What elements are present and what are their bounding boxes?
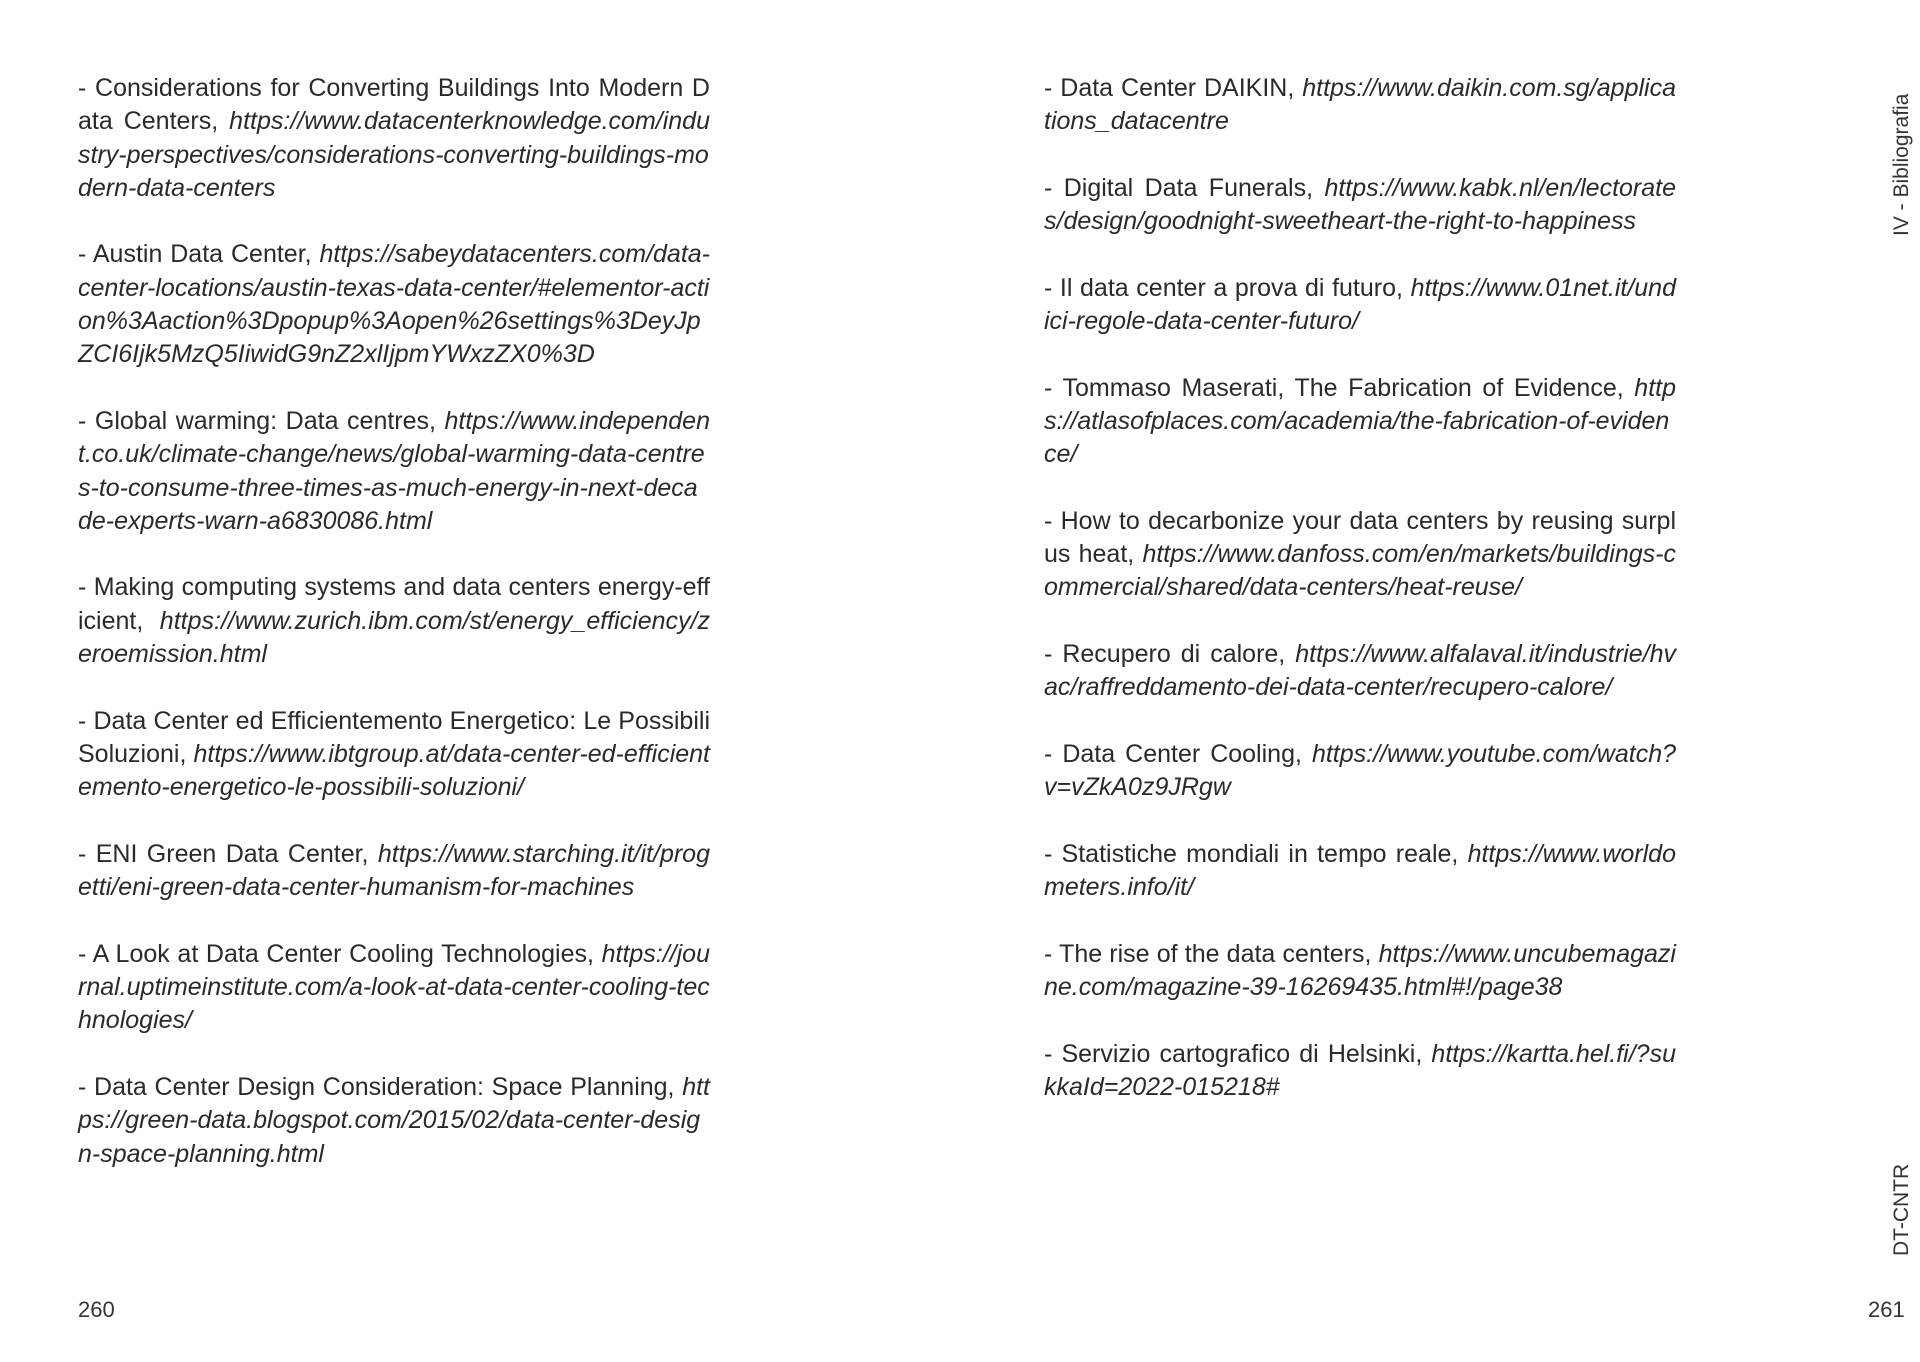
section-label: IV - Bibliografia	[1890, 93, 1913, 236]
entry-title: - Servizio cartografico di Helsinki,	[1044, 1039, 1432, 1068]
bibliography-entry	[78, 238, 710, 371]
bibliography-entry	[1044, 738, 1676, 805]
entry-url[interactable]: https://www.danfoss.com/en/markets/buildings-commercial/shared/data-centers/heat-reuse/	[1044, 540, 1676, 602]
bibliography-entry	[1044, 272, 1676, 339]
entry-title: - ENI Green Data Center,	[78, 839, 378, 868]
entry-url[interactable]: https://atlasofplaces.com/academia/the-fabrication-of-evidence/	[1044, 373, 1676, 469]
entry-url[interactable]: https://www.starching.it/it/progetti/eni-green-data-center-humanism-for-machines	[78, 839, 710, 902]
entry-url[interactable]: https://www.alfalaval.it/industrie/hvac/raffreddamento-dei-data-center/recupero-calore/	[1044, 640, 1676, 702]
bibliography-entry	[78, 838, 710, 905]
entry-url[interactable]: https://www.uncubemagazine.com/magazine-39-16269435.html#!/page38	[1044, 939, 1676, 1002]
bibliography-entry	[78, 405, 710, 538]
entry-title: - Statistiche mondiali in tempo reale,	[1044, 839, 1468, 868]
bibliography-left-column	[78, 72, 710, 1204]
entry-url[interactable]: https://www.kabk.nl/en/lectorates/design/goodnight-sweetheart-the-right-to-happiness	[1044, 173, 1676, 236]
bibliography-entry	[78, 705, 710, 805]
bibliography-entry	[1044, 1038, 1676, 1105]
entry-url[interactable]: https://sabeydatacenters.com/data-center-locations/austin-texas-data-center/#elementor-action%3Aaction%3Dpopup%3Aopen%26settings%3DeyJpZCI6Ijk5MzQ5IiwidG9nZ2xlIjpmYWxzZX0%3D	[78, 240, 710, 369]
bibliography-entry	[78, 571, 710, 671]
bibliography-right-column	[1044, 72, 1676, 1138]
entry-url[interactable]: https://green-data.blogspot.com/2015/02/data-center-design-space-planning.html	[78, 1072, 710, 1168]
entry-url[interactable]: https://journal.uptimeinstitute.com/a-look-at-data-center-cooling-technologies/	[78, 939, 710, 1035]
entry-title: - Recupero di calore,	[1044, 640, 1296, 669]
entry-url[interactable]: https://www.datacenterknowledge.com/industry-perspectives/considerations-converting-buildings-modern-data-centers	[78, 107, 710, 202]
entry-url[interactable]: https://www.youtube.com/watch?v=vZkA0z9JRgw	[1044, 739, 1676, 802]
entry-url[interactable]: https://www.01net.it/undici-regole-data-center-futuro/	[1044, 273, 1676, 336]
entry-url[interactable]: https://www.ibtgroup.at/data-center-ed-efficientemento-energetico-le-possibili-soluzioni/	[78, 739, 710, 802]
entry-url[interactable]: https://kartta.hel.fi/?sukkaId=2022-015218#	[1044, 1039, 1676, 1101]
bibliography-entry	[1044, 838, 1676, 905]
entry-url[interactable]: https://www.zurich.ibm.com/st/energy_efficiency/zeroemission.html	[78, 606, 710, 669]
entry-title: - Austin Data Center,	[78, 240, 320, 269]
entry-title: - Il data center a prova di futuro,	[1044, 273, 1411, 302]
entry-title: - The rise of the data centers,	[1044, 939, 1379, 968]
entry-title: - Data Center Design Consideration: Space Planning,	[78, 1072, 683, 1101]
entry-url[interactable]: https://www.worldometers.info/it/	[1044, 839, 1676, 902]
entry-title: - Digital Data Funerals,	[1044, 173, 1325, 202]
entry-title: - A Look at Data Center Cooling Technologies,	[78, 939, 602, 968]
entry-title: - Tommaso Maserati, The Fabrication of Evidence,	[1044, 373, 1635, 402]
bibliography-entry	[1044, 638, 1676, 705]
project-label: DT-CNTR	[1890, 1163, 1913, 1256]
bibliography-entry	[1044, 72, 1676, 139]
page-number-left: 260	[78, 1297, 115, 1322]
bibliography-entry	[1044, 372, 1676, 472]
entry-url[interactable]: https://www.independent.co.uk/climate-change/news/global-warming-data-centres-to-consume-three-times-as-much-energy-in-next-decade-experts-warn-a6830086.html	[78, 406, 710, 535]
entry-title: - Making computing systems and data centers energy-efficient,	[78, 573, 710, 635]
entry-title: - Considerations for Converting Buildings Into Modern Data Centers,	[78, 74, 710, 136]
entry-title: - Global warming: Data centres,	[78, 406, 445, 435]
entry-title: - Data Center DAIKIN,	[1044, 74, 1303, 102]
bibliography-entry	[78, 72, 710, 205]
page-number-right: 261	[1868, 1297, 1905, 1322]
entry-title: - Data Center ed Efficientemento Energetico: Le Possibili Soluzioni,	[78, 706, 710, 768]
bibliography-entry	[78, 1071, 710, 1171]
bibliography-entry	[78, 938, 710, 1038]
bibliography-entry	[1044, 505, 1676, 605]
bibliography-entry	[1044, 172, 1676, 239]
entry-url[interactable]: https://www.daikin.com.sg/applications_datacentre	[1044, 74, 1676, 136]
entry-title: - How to decarbonize your data centers by reusing surplus heat,	[1044, 506, 1676, 569]
bibliography-entry	[1044, 938, 1676, 1005]
entry-title: - Data Center Cooling,	[1044, 739, 1312, 768]
